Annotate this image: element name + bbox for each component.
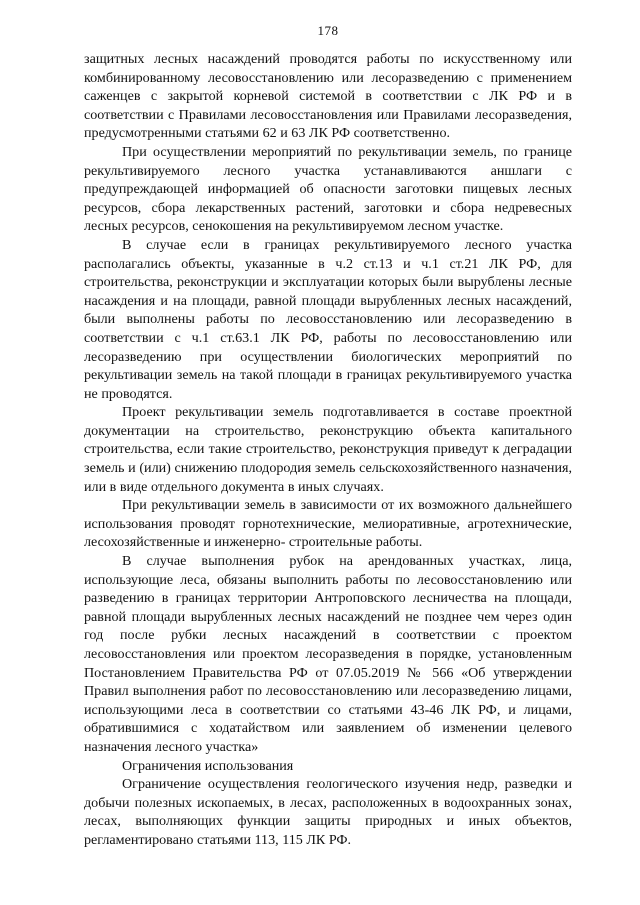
paragraph-objects-in-boundaries: В случае если в границах рекультивируемого лесного участка располагались объекты, указанные в ч.2 ст.13 и ч.1 ст.21 ЛК РФ, для строительства, реконструкции и эксплуатации которых были вырублены лесные насаждения и на площади, равной площади вырубленных лесных насаждений, были выполнены работы по лесовосстановлению или лесоразведению в соответствии с ч.1 ст.63.1 ЛК РФ, работы по лесовосстановлению или лесоразведению при осуществлении биологических мероприятий по рекультивации земель на такой площади в границах рекультивируемого участка не проводятся. (84, 236, 572, 402)
section-heading: Ограничения использования (122, 757, 294, 774)
document-page (84, 22, 572, 850)
paragraph-reclamation-works: При рекультивации земель в зависимости от их возможного дальнейшего использования проводят горнотехнические, мелиоративные, агротехнические, лесохозяйственные и инженерно- строительные работы. (84, 497, 572, 551)
page-number: 178 (317, 23, 339, 38)
paragraph-reclamation-project: Проект рекультивации земель подготавливается в составе проектной документации на строительство, реконструкцию объекта капитального строительства, если такие строительство, реконструкция приведут к деградации земель и (или) снижению плодородия земель сельскохозяйственного назначения, или в виде отдельного документа в иных случаях. (84, 404, 572, 495)
paragraph-continuation: защитных лесных насаждений проводятся работы по искусственному или комбинированному лесовосстановлению или лесоразведению с применением саженцев с закрытой корневой системой в соответствии с ЛК РФ и в соответствии с Правилами лесовосстановления или Правилами лесоразведения, предусмотренными статьями 62 и 63 ЛК РФ соответственно. (84, 51, 572, 142)
paragraph-signage: При осуществлении мероприятий по рекультивации земель, по границе рекультивируемого лесного участка устанавливаются аншлаги с предупреждающей информацией об опасности заготовки пищевых лесных ресурсов, сбора лекарственных растений, заготовки и сбора недревесных лесных ресурсов, сенокошения на рекультивируемом лесном участке. (84, 143, 572, 235)
paragraph-leased-plots: В случае выполнения рубок на арендованных участках, лица, использующие леса, обязаны выполнить работы по лесовосстановлению или разведению в границах территории Антроповского лесничества на площади, равной площади вырубленных лесных насаждений не позднее чем через один год после рубки лесных насаждений в соответствии с проектом лесовосстановления или проектом лесоразведения в порядке, установленным Постановлением Правительства РФ от 07.05.2019 № 566 «Об утверждении Правил выполнения работ по лесовосстановлению или лесоразведению лицами, использующими леса в соответствии со статьями 43-46 ЛК РФ, и лицами, обратившимися с ходатайством или заявлением об изменении целевого назначения лесного участка» (84, 553, 572, 755)
paragraph-restrictions: Ограничение осуществления геологического изучения недр, разведки и добычи полезных ископаемых, в лесах, расположенных в водоохранных зонах, лесах, выполняющих функции защиты природных и иных объектов, регламентировано статьями 113, 115 ЛК РФ. (84, 776, 572, 848)
